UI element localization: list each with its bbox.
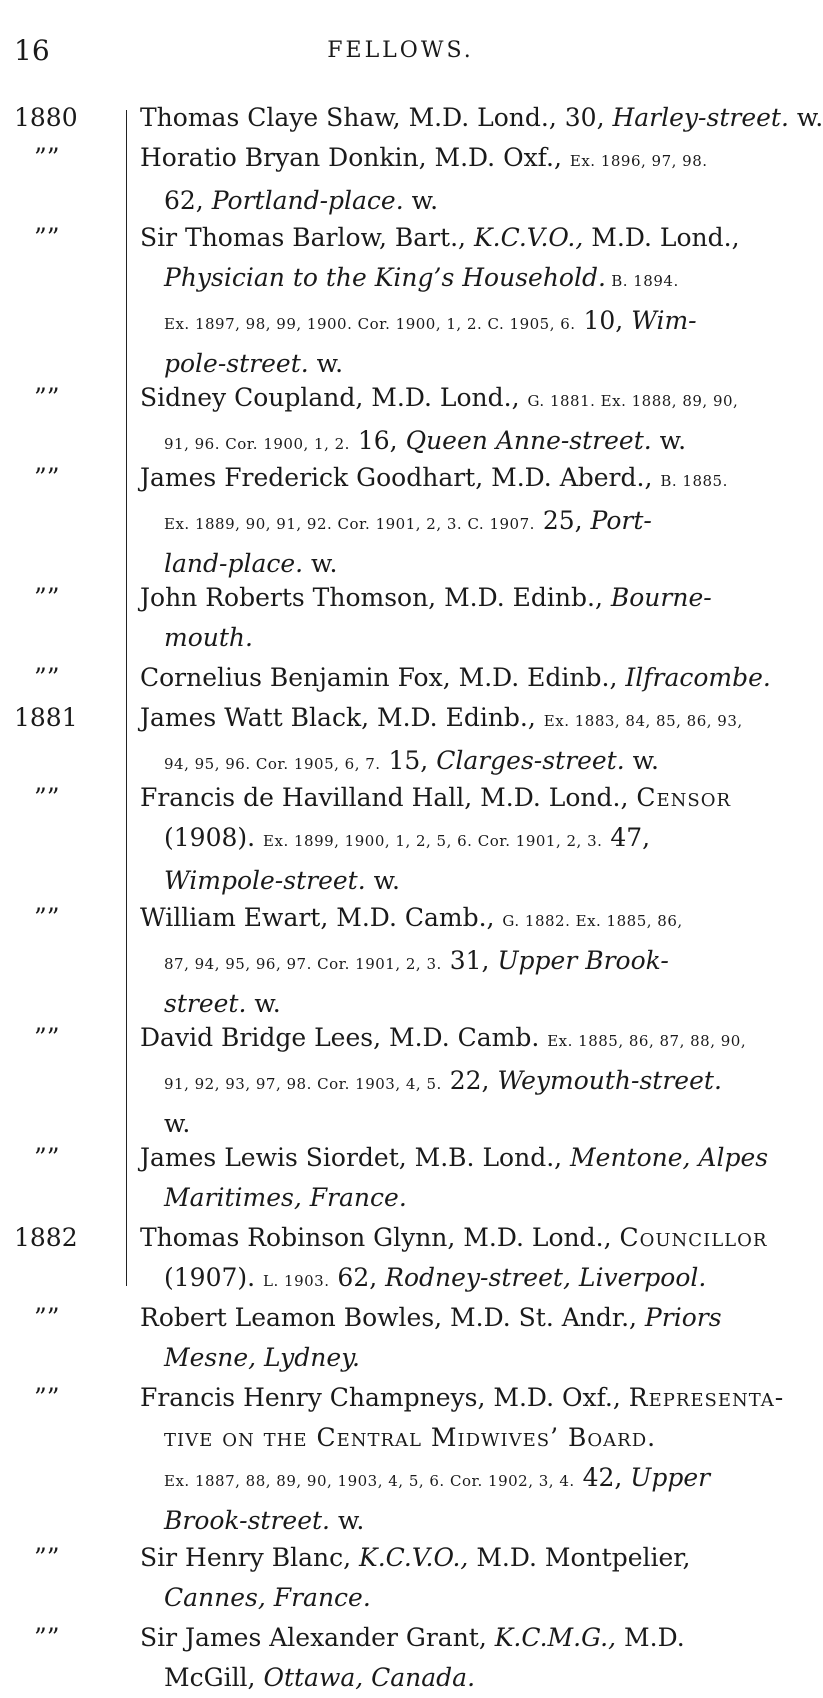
ditto-mark: ”” <box>34 223 60 252</box>
entry-text <box>140 658 790 698</box>
address-text: Harley-street. <box>612 103 789 132</box>
address-text: Wim- <box>631 306 697 335</box>
record-text: Ex. 1897, 98, 99, 1900. Cor. 1900, 1, 2. C. 1905, 6. <box>164 315 576 333</box>
page-header <box>0 0 801 70</box>
entry-text <box>140 1218 790 1301</box>
entry-line <box>140 1578 790 1618</box>
entry-text <box>140 898 790 1024</box>
name-text: Robert Leamon Bowles, M.D. St. Andr., <box>140 1303 645 1332</box>
address-text: Priors <box>644 1303 722 1332</box>
address-text: K.C.M.G., <box>494 1623 617 1652</box>
name-text: w. <box>164 1109 191 1138</box>
name-text: Horatio Bryan Donkin, M.D. Oxf., <box>140 143 570 172</box>
entry-year: 1880 <box>14 103 78 132</box>
address-text: Port- <box>590 506 652 535</box>
entry-line <box>140 1378 790 1418</box>
entry-line <box>140 578 790 618</box>
name-text: Thomas Claye Shaw, M.D. Lond., 30, <box>140 103 613 132</box>
name-text: w. <box>308 349 344 378</box>
address-text: land-place. <box>164 549 304 578</box>
address-text: mouth. <box>164 623 253 652</box>
address-text: Weymouth-street. <box>497 1066 722 1095</box>
entry-line <box>140 1538 790 1578</box>
entry-line <box>140 98 823 138</box>
entry-line <box>140 301 790 344</box>
name-text: John Roberts Thomson, M.D. Edinb., <box>140 583 611 612</box>
address-text: Physician to the King’s Household. <box>164 263 606 292</box>
record-text: G. 1882. Ex. 1885, 86, <box>502 912 683 930</box>
ditto-mark: ”” <box>34 1383 60 1412</box>
name-text: 62, <box>329 1263 386 1292</box>
record-text: B. 1885. <box>660 472 728 490</box>
address-text: K.C.V.O., <box>359 1543 469 1572</box>
record-text: 94, 95, 96. Cor. 1905, 6, 7. <box>164 755 381 773</box>
entry-text <box>140 458 790 584</box>
entry-line <box>140 1138 790 1178</box>
name-text: w. <box>246 989 281 1018</box>
entry-line <box>140 258 790 301</box>
record-text: Ex. 1887, 88, 89, 90, 1903, 4, 5, 6. Cor. 1902, 3, 4. <box>164 1472 575 1490</box>
record-text: Ex. 1889, 90, 91, 92. Cor. 1901, 2, 3. C. 1907. <box>164 515 535 533</box>
record-text: Ex. 1896, 97, 98. <box>569 152 708 170</box>
entry-line <box>140 138 790 181</box>
page-title: FELLOWS. <box>327 38 474 63</box>
record-text: Ex. 1883, 84, 85, 86, 93, <box>543 712 743 730</box>
name-text: 16, <box>349 426 406 455</box>
address-text: Upper <box>630 1463 711 1492</box>
entry-line <box>140 778 790 818</box>
office-text: Representa- <box>628 1383 785 1412</box>
address-text: K.C.V.O., <box>473 223 584 252</box>
entry-line <box>140 1218 790 1258</box>
ditto-mark: ”” <box>34 583 60 612</box>
ditto-mark: ”” <box>34 383 60 412</box>
name-text: M.D. Montpelier, <box>468 1543 691 1572</box>
name-text: M.D. <box>616 1623 685 1652</box>
entry-line <box>140 658 790 698</box>
entry-year: 1881 <box>14 703 78 732</box>
entry-text <box>140 578 790 658</box>
entry-text <box>140 1138 790 1218</box>
record-text: 87, 94, 95, 96, 97. Cor. 1901, 2, 3. <box>164 955 442 973</box>
name-text: James Watt Black, M.D. Edinb., <box>140 703 544 732</box>
address-text: Maritimes, France. <box>164 1183 407 1212</box>
page-number: 16 <box>14 34 50 67</box>
name-text: (1907). <box>164 1263 264 1292</box>
name-text: Thomas Robinson Glynn, M.D. Lond., <box>140 1223 620 1252</box>
entry-text <box>140 98 823 138</box>
address-text: Wimpole-street. <box>164 866 366 895</box>
record-text: Ex. 1885, 86, 87, 88, 90, <box>547 1032 747 1050</box>
name-text: w. <box>403 186 439 215</box>
ditto-mark: ”” <box>34 463 60 492</box>
entry-line <box>140 1501 790 1541</box>
name-text: James Lewis Siordet, M.B. Lond., <box>140 1143 571 1172</box>
address-text: street. <box>164 989 247 1018</box>
name-text: 15, <box>380 746 437 775</box>
entry-line <box>140 1178 790 1218</box>
entry-year: 1882 <box>14 1223 78 1252</box>
address-text: Portland-place. <box>211 186 404 215</box>
address-text: Mesne, Lydney. <box>164 1343 360 1372</box>
address-text: Ottawa, Canada. <box>263 1663 476 1692</box>
name-text: Sir Thomas Barlow, Bart., <box>140 223 474 252</box>
office-text: Censor <box>636 783 732 812</box>
name-text: (1908). <box>164 823 264 852</box>
entry-text <box>140 1018 790 1144</box>
ditto-mark: ”” <box>34 1623 60 1652</box>
entry-text <box>140 1538 790 1618</box>
name-text: w. <box>651 426 687 455</box>
entry-line <box>140 1418 790 1458</box>
name-text: 31, <box>441 946 498 975</box>
address-text: Mentone, Alpes <box>570 1143 769 1172</box>
entry-line <box>140 181 790 221</box>
entry-line <box>140 218 790 258</box>
address-text: Brook-street. <box>164 1506 330 1535</box>
address-text: Clarges-street. <box>436 746 625 775</box>
entry-line <box>140 378 790 421</box>
name-text: 22, <box>441 1066 498 1095</box>
entry-text <box>140 778 790 901</box>
name-text: David Bridge Lees, M.D. Camb. <box>140 1023 548 1052</box>
entry-line <box>140 618 790 658</box>
name-text: M.D. Lond., <box>583 223 740 252</box>
name-text: 10, <box>575 306 632 335</box>
ditto-mark: ”” <box>34 783 60 812</box>
entry-text <box>140 218 790 384</box>
name-text: Francis de Havilland Hall, M.D. Lond., <box>140 783 637 812</box>
name-text: James Frederick Goodhart, M.D. Aberd., <box>140 463 661 492</box>
ditto-mark: ”” <box>34 1143 60 1172</box>
entry-text <box>140 1618 790 1698</box>
entry-text <box>140 378 790 464</box>
entry-line <box>140 818 790 861</box>
name-text: Francis Henry Champneys, M.D. Oxf., <box>140 1383 629 1412</box>
address-text: Queen Anne-street. <box>405 426 652 455</box>
entry-line <box>140 861 790 901</box>
office-text: Councillor <box>619 1223 768 1252</box>
entry-line <box>140 501 790 544</box>
entry-line <box>140 1458 790 1501</box>
ditto-mark: ”” <box>34 1023 60 1052</box>
ditto-mark: ”” <box>34 1303 60 1332</box>
entry-line <box>140 941 790 984</box>
entry-line <box>140 1258 790 1301</box>
entry-line <box>140 1658 790 1698</box>
address-text: Bourne- <box>610 583 712 612</box>
entry-line <box>140 898 790 941</box>
entry-line <box>140 1298 790 1338</box>
name-text: w. <box>330 1506 365 1535</box>
name-text: w. <box>303 549 338 578</box>
address-text: Ilfracombe. <box>625 663 771 692</box>
record-text: G. 1881. Ex. 1888, 89, 90, <box>527 392 739 410</box>
entry-line <box>140 698 790 741</box>
entry-line <box>140 1018 790 1061</box>
name-text: McGill, <box>164 1663 264 1692</box>
address-text: Rodney-street, Liverpool. <box>385 1263 707 1292</box>
entry-line <box>140 1061 790 1104</box>
name-text: 42, <box>574 1463 631 1492</box>
entry-line <box>140 458 790 501</box>
column-divider <box>126 110 127 1286</box>
entry-text <box>140 1378 790 1541</box>
name-text: w. <box>365 866 400 895</box>
name-text: William Ewart, M.D. Camb., <box>140 903 503 932</box>
name-text: Sir Henry Blanc, <box>140 1543 360 1572</box>
entry-text <box>140 698 790 784</box>
entry-text <box>140 1298 790 1378</box>
entry-text <box>140 138 790 221</box>
ditto-mark: ”” <box>34 903 60 932</box>
address-text: Cannes, France. <box>164 1583 371 1612</box>
name-text: 25, <box>534 506 591 535</box>
record-text: L. 1903. <box>263 1272 330 1290</box>
name-text: Sidney Coupland, M.D. Lond., <box>140 383 528 412</box>
name-text: Cornelius Benjamin Fox, M.D. Edinb., <box>140 663 626 692</box>
name-text: 62, <box>164 186 212 215</box>
name-text: 47, <box>602 823 651 852</box>
ditto-mark: ”” <box>34 1543 60 1572</box>
record-text: 91, 92, 93, 97, 98. Cor. 1903, 4, 5. <box>164 1075 442 1093</box>
ditto-mark: ”” <box>34 663 60 692</box>
name-text: w. <box>788 103 823 132</box>
name-text: w. <box>624 746 659 775</box>
record-text: 91, 96. Cor. 1900, 1, 2. <box>164 435 350 453</box>
name-text: Sir James Alexander Grant, <box>140 1623 495 1652</box>
record-text: Ex. 1899, 1900, 1, 2, 5, 6. Cor. 1901, 2, 3. <box>263 832 603 850</box>
record-text: B. 1894. <box>605 272 679 290</box>
office-text: tive on the Central Midwives’ Board. <box>164 1423 657 1452</box>
address-text: Upper Brook- <box>497 946 669 975</box>
entry-line <box>140 1338 790 1378</box>
entry-line <box>140 1618 790 1658</box>
ditto-mark: ”” <box>34 143 60 172</box>
address-text: pole-street. <box>164 349 309 378</box>
